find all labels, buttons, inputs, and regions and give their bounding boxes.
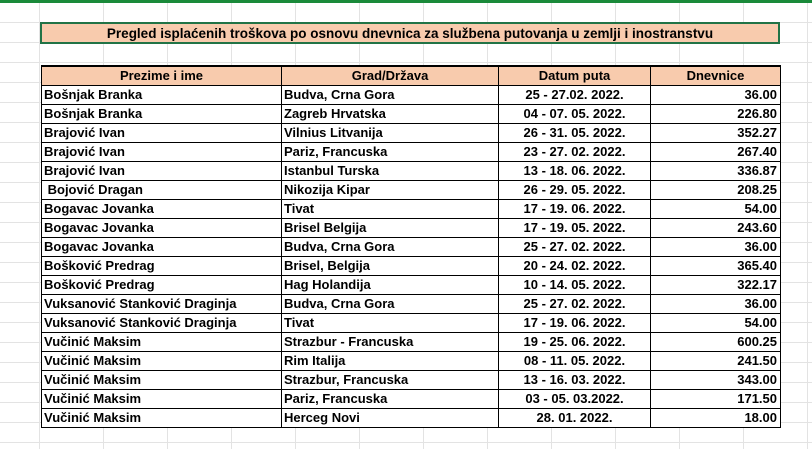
cell-amount[interactable]: 18.00 <box>651 409 781 428</box>
header-cell-amount[interactable]: Dnevnice <box>651 66 781 86</box>
cell-amount[interactable]: 171.50 <box>651 390 781 409</box>
table-row <box>42 390 781 409</box>
cell-name[interactable]: Brajović Ivan <box>42 124 282 143</box>
cell-name[interactable]: Bogavac Jovanka <box>42 200 282 219</box>
cell-date[interactable]: 20 - 24. 02. 2022. <box>499 257 651 276</box>
header-cell-name[interactable]: Prezime i ime <box>42 66 282 86</box>
cell-amount[interactable]: 365.40 <box>651 257 781 276</box>
header-row <box>42 66 781 86</box>
table-body <box>42 86 781 428</box>
cell-city[interactable]: Strazbur - Francuska <box>282 333 499 352</box>
cell-name[interactable]: Vučinić Maksim <box>42 333 282 352</box>
table-row <box>42 371 781 390</box>
cell-city[interactable]: Tivat <box>282 200 499 219</box>
table-row <box>42 86 781 105</box>
cell-amount[interactable]: 343.00 <box>651 371 781 390</box>
cell-date[interactable]: 25 - 27. 02. 2022. <box>499 295 651 314</box>
table-row <box>42 143 781 162</box>
cell-city[interactable]: Zagreb Hrvatska <box>282 105 499 124</box>
cell-name[interactable]: Bošković Predrag <box>42 276 282 295</box>
cell-date[interactable]: 03 - 05. 03.2022. <box>499 390 651 409</box>
cell-amount[interactable]: 267.40 <box>651 143 781 162</box>
cell-city[interactable]: Rim Italija <box>282 352 499 371</box>
cell-name[interactable]: Vučinić Maksim <box>42 390 282 409</box>
cell-date[interactable]: 10 - 14. 05. 2022. <box>499 276 651 295</box>
cell-amount[interactable]: 54.00 <box>651 314 781 333</box>
table-row <box>42 352 781 371</box>
cell-date[interactable]: 23 - 27. 02. 2022. <box>499 143 651 162</box>
cell-date[interactable]: 19 - 25. 06. 2022. <box>499 333 651 352</box>
cell-city[interactable]: Budva, Crna Gora <box>282 238 499 257</box>
cell-name[interactable]: Bojović Dragan <box>42 181 282 200</box>
cell-amount[interactable]: 352.27 <box>651 124 781 143</box>
cell-name[interactable]: Vučinić Maksim <box>42 371 282 390</box>
cell-name[interactable]: Vuksanović Stanković Draginja <box>42 314 282 333</box>
cell-amount[interactable]: 241.50 <box>651 352 781 371</box>
table-row <box>42 238 781 257</box>
cell-amount[interactable]: 336.87 <box>651 162 781 181</box>
table-row <box>42 105 781 124</box>
table-row <box>42 409 781 428</box>
cell-amount[interactable]: 243.60 <box>651 219 781 238</box>
table-row <box>42 181 781 200</box>
cell-city[interactable]: Pariz, Francuska <box>282 390 499 409</box>
title-text: Pregled isplaćenih troškova po osnovu dnevnica za službena putovanja u zemlji i inostranstvu <box>106 25 714 41</box>
cell-date[interactable]: 17 - 19. 06. 2022. <box>499 200 651 219</box>
cell-name[interactable]: Bošnjak Branka <box>42 105 282 124</box>
cell-city[interactable]: Herceg Novi <box>282 409 499 428</box>
cell-amount[interactable]: 36.00 <box>651 295 781 314</box>
table-row <box>42 219 781 238</box>
table-row <box>42 333 781 352</box>
header-cell-city[interactable]: Grad/Država <box>282 66 499 86</box>
cell-date[interactable]: 13 - 18. 06. 2022. <box>499 162 651 181</box>
table-row <box>42 124 781 143</box>
table-row <box>42 257 781 276</box>
cell-amount[interactable]: 226.80 <box>651 105 781 124</box>
cell-name[interactable]: Vučinić Maksim <box>42 352 282 371</box>
cell-date[interactable]: 25 - 27.02. 2022. <box>499 86 651 105</box>
cell-city[interactable]: Nikozija Kipar <box>282 181 499 200</box>
cell-city[interactable]: Vilnius Litvanija <box>282 124 499 143</box>
cell-city[interactable]: Brisel Belgija <box>282 219 499 238</box>
cell-date[interactable]: 26 - 29. 05. 2022. <box>499 181 651 200</box>
cell-city[interactable]: Strazbur, Francuska <box>282 371 499 390</box>
expenses-table <box>41 65 781 428</box>
cell-city[interactable]: Hag Holandija <box>282 276 499 295</box>
cell-city[interactable]: Budva, Crna Gora <box>282 86 499 105</box>
header-cell-date[interactable]: Datum puta <box>499 66 651 86</box>
cell-city[interactable]: Pariz, Francuska <box>282 143 499 162</box>
cell-date[interactable]: 04 - 07. 05. 2022. <box>499 105 651 124</box>
cell-name[interactable]: Bošković Predrag <box>42 257 282 276</box>
cell-amount[interactable]: 36.00 <box>651 86 781 105</box>
cell-city[interactable]: Istanbul Turska <box>282 162 499 181</box>
cell-name[interactable]: Bogavac Jovanka <box>42 238 282 257</box>
cell-amount[interactable]: 322.17 <box>651 276 781 295</box>
cell-amount[interactable]: 208.25 <box>651 181 781 200</box>
cell-date[interactable]: 13 - 16. 03. 2022. <box>499 371 651 390</box>
cell-city[interactable]: Tivat <box>282 314 499 333</box>
toolbar-divider <box>0 0 812 3</box>
cell-date[interactable]: 25 - 27. 02. 2022. <box>499 238 651 257</box>
table-row <box>42 295 781 314</box>
table-row <box>42 200 781 219</box>
cell-city[interactable]: Brisel, Belgija <box>282 257 499 276</box>
cell-name[interactable]: Vučinić Maksim <box>42 409 282 428</box>
cell-name[interactable]: Vuksanović Stanković Draginja <box>42 295 282 314</box>
cell-amount[interactable]: 36.00 <box>651 238 781 257</box>
cell-date[interactable]: 17 - 19. 05. 2022. <box>499 219 651 238</box>
cell-date[interactable]: 28. 01. 2022. <box>499 409 651 428</box>
table-row <box>42 314 781 333</box>
cell-city[interactable]: Budva, Crna Gora <box>282 295 499 314</box>
cell-name[interactable]: Brajović Ivan <box>42 143 282 162</box>
cell-amount[interactable]: 600.25 <box>651 333 781 352</box>
title-cell[interactable] <box>40 22 780 44</box>
cell-date[interactable]: 08 - 11. 05. 2022. <box>499 352 651 371</box>
cell-date[interactable]: 26 - 31. 05. 2022. <box>499 124 651 143</box>
cell-amount[interactable]: 54.00 <box>651 200 781 219</box>
cell-name[interactable]: Brajović Ivan <box>42 162 282 181</box>
table-row <box>42 162 781 181</box>
table-row <box>42 276 781 295</box>
cell-date[interactable]: 17 - 19. 06. 2022. <box>499 314 651 333</box>
cell-name[interactable]: Bošnjak Branka <box>42 86 282 105</box>
cell-name[interactable]: Bogavac Jovanka <box>42 219 282 238</box>
